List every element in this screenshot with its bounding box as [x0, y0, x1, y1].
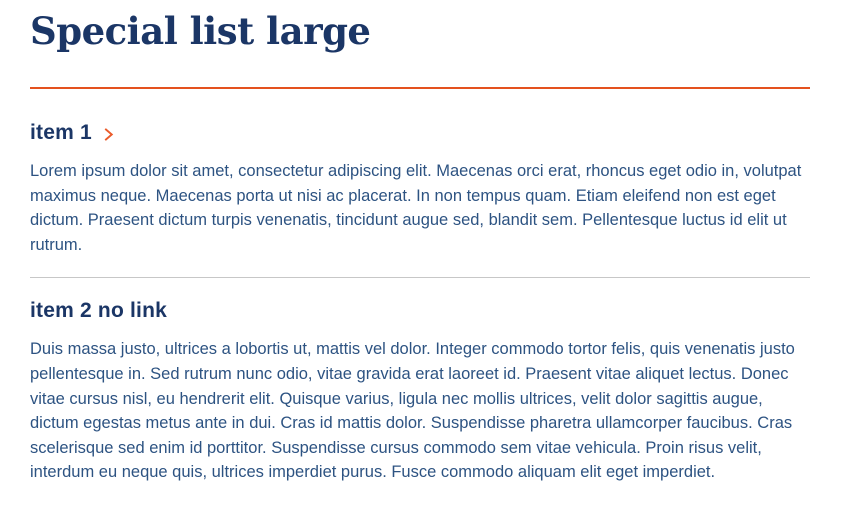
- list-item: [30, 278, 810, 485]
- item-1-body: Lorem ipsum dolor sit amet, consectetur adipiscing elit. Maecenas orci erat, rhoncus eget odio in, volutpat maximus neque. Maecenas porta ut nisi ac placerat. In non tempus quam. Etiam eleifend non est eget dictum. Praesent dictum turpis venenatis, tincidunt augue sed, blandit sem. Pellentesque luctus id elit ut rutrum.: [30, 162, 802, 254]
- item-2-body: Duis massa justo, ultrices a lobortis ut, mattis vel dolor. Integer commodo tortor felis, quis venenatis justo pellentesque in. Sed rutrum nunc odio, vitae gravida erat laoreet id. Praesent vitae aliquet lectus. Donec vitae cursus nisl, eu hendrerit elit. Quisque varius, ligula nec mollis ultrices, velit dolor sagittis augue, dictum egestas metus ante in dui. Cras id mattis dolor. Suspendisse pharetra ullamcorper faucibus. Cras scelerisque sed enim id porttitor. Suspendisse cursus commodo sem vitae vehicula. Proin risus velit, interdum eu neque quis, ultrices imperdiet purus. Fusce commodo aliquam elit eget imperdiet.: [30, 340, 795, 482]
- item-2-heading: item 2 no link: [30, 299, 167, 323]
- list-item: [30, 89, 810, 257]
- item-2-heading-row: [30, 298, 167, 324]
- page-title: Special list large: [30, 9, 371, 53]
- chevron-right-icon: [101, 127, 116, 142]
- item-1-link[interactable]: [30, 120, 116, 146]
- item-1-heading: item 1: [30, 121, 92, 144]
